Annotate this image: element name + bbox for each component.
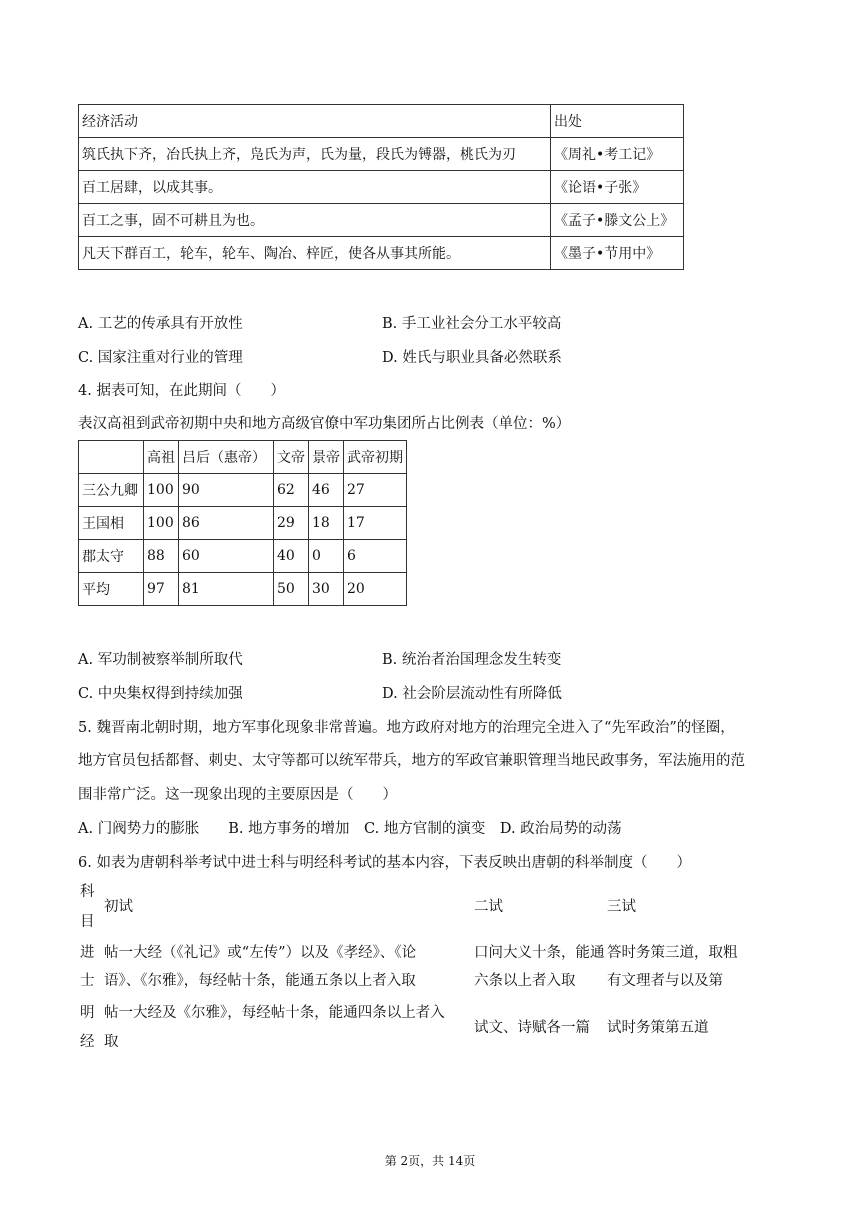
question-stem: 6. 如表为唐朝科举考试中进士科与明经科考试的基本内容，下表反映出唐朝的科举制度（ ）: [78, 855, 691, 871]
economic-activity-table: [78, 104, 684, 270]
table-header-cell: 文帝: [274, 441, 309, 474]
option-a: A. 工艺的传承具有开放性: [78, 316, 243, 332]
table-row: [79, 237, 684, 270]
table-cell: 试文、诗赋各一篇: [474, 1020, 590, 1036]
table-cell: 《墨子•节用中》: [551, 237, 684, 270]
table-cell: 《孟子•滕文公上》: [551, 204, 684, 237]
table-row: [79, 204, 684, 237]
row-label: 士: [80, 973, 95, 989]
row-label: 进: [80, 945, 95, 961]
table-header-cell: 武帝初期: [344, 441, 407, 474]
table-cell: 18: [309, 507, 344, 540]
table-cell: 86: [179, 507, 274, 540]
table-cell: 6: [344, 540, 407, 573]
option-d: D. 姓氏与职业具备必然联系: [382, 350, 562, 366]
table-row: [79, 474, 407, 507]
table-row: [79, 540, 407, 573]
question-text-line: 围非常广泛。这一现象出现的主要原因是（ ）: [78, 787, 397, 803]
question-options: A. 门阀势力的膨胀 B. 地方事务的增加 C. 地方官制的演变 D. 政治局势的动荡: [78, 821, 622, 837]
table-cell: 试时务策第五道: [607, 1020, 709, 1036]
table-cell: 17: [344, 507, 407, 540]
table-cell: 百工之事，固不可耕且为也。: [79, 204, 551, 237]
row-label: 明: [80, 1005, 95, 1021]
table-header-cell: 出处: [551, 105, 684, 138]
table-header-cell: 吕后（惠帝）: [179, 441, 274, 474]
table-cell: 30: [309, 573, 344, 606]
table-cell: 口问大义十条，能通: [474, 945, 605, 961]
option-b: B. 手工业社会分工水平较高: [382, 316, 562, 332]
table-cell: 三公九卿: [79, 474, 144, 507]
column-header: 二试: [474, 899, 503, 915]
table-cell: 40: [274, 540, 309, 573]
table-cell: 60: [179, 540, 274, 573]
subject-header: 科: [80, 884, 95, 900]
table-cell: 20: [344, 573, 407, 606]
table-cell: 50: [274, 573, 309, 606]
table-row: [79, 573, 407, 606]
option-d: D. 社会阶层流动性有所降低: [382, 686, 562, 702]
column-header: 初试: [104, 899, 133, 915]
table-row: [79, 138, 684, 171]
table-cell: 王国相: [79, 507, 144, 540]
military-merit-table: [78, 440, 407, 606]
question-text-line: 5. 魏晋南北朝时期，地方军事化现象非常普遍。地方政府对地方的治理完全进入了“先军政治”的怪圈，: [78, 720, 735, 736]
table-caption: 表汉高祖到武帝初期中央和地方高级官僚中军功集团所占比例表（单位：%）: [78, 416, 571, 432]
table-cell: 27: [344, 474, 407, 507]
table-row: [79, 171, 684, 204]
table-header-cell: 景帝: [309, 441, 344, 474]
column-header: 三试: [607, 899, 636, 915]
table-header-cell: [79, 441, 144, 474]
table-cell: 郡太守: [79, 540, 144, 573]
table-cell: 90: [179, 474, 274, 507]
table-cell: 凡天下群百工，轮车，轮车、陶冶、梓匠，使各从事其所能。: [79, 237, 551, 270]
table-cell: 筑氏执下齐，冶氏执上齐，凫氏为声，氏为量，段氏为镈器，桃氏为刃: [79, 138, 551, 171]
subject-header: 目: [80, 914, 95, 930]
question-text-line: 地方官员包括都督、刺史、太守等都可以统军带兵，地方的军政官兼职管理当地民政事务，军法施用的范: [78, 753, 745, 769]
table-cell: 帖一大经（《礼记》或“左传”）以及《孝经》、《论: [104, 945, 417, 961]
table-cell: 97: [144, 573, 179, 606]
option-c: C. 国家注重对行业的管理: [78, 350, 243, 366]
table-header-row: [79, 441, 407, 474]
table-cell: 语》、《尔雅》，每经帖十条，能通五条以上者入取: [104, 973, 416, 989]
table-cell: 答时务策三道，取粗: [607, 945, 738, 961]
table-cell: 百工居肆，以成其事。: [79, 171, 551, 204]
table-cell: 46: [309, 474, 344, 507]
table-cell: 29: [274, 507, 309, 540]
table-header-cell: 高祖: [144, 441, 179, 474]
table-cell: 100: [144, 507, 179, 540]
table-cell: 有文理者与以及第: [607, 973, 723, 989]
table-header-row: [79, 105, 684, 138]
table-cell: 0: [309, 540, 344, 573]
question-stem: 4. 据表可知，在此期间（ ）: [78, 383, 285, 399]
table-cell: 《论语•子张》: [551, 171, 684, 204]
table-cell: 81: [179, 573, 274, 606]
option-b: B. 统治者治国理念发生转变: [382, 652, 562, 668]
table-cell: 100: [144, 474, 179, 507]
table-cell: 帖一大经及《尔雅》，每经帖十条，能通四条以上者入: [104, 1005, 445, 1021]
table-cell: 88: [144, 540, 179, 573]
table-header-cell: 经济活动: [79, 105, 551, 138]
option-c: C. 中央集权得到持续加强: [78, 686, 243, 702]
row-label: 经: [80, 1034, 95, 1050]
table-cell: 《周礼•考工记》: [551, 138, 684, 171]
table-row: [79, 507, 407, 540]
page-footer: 第 2页，共 14页: [384, 1154, 476, 1168]
table-cell: 62: [274, 474, 309, 507]
table-cell: 平均: [79, 573, 144, 606]
table-cell: 六条以上者入取: [474, 973, 576, 989]
option-a: A. 军功制被察举制所取代: [78, 652, 243, 668]
table-cell: 取: [104, 1034, 119, 1050]
